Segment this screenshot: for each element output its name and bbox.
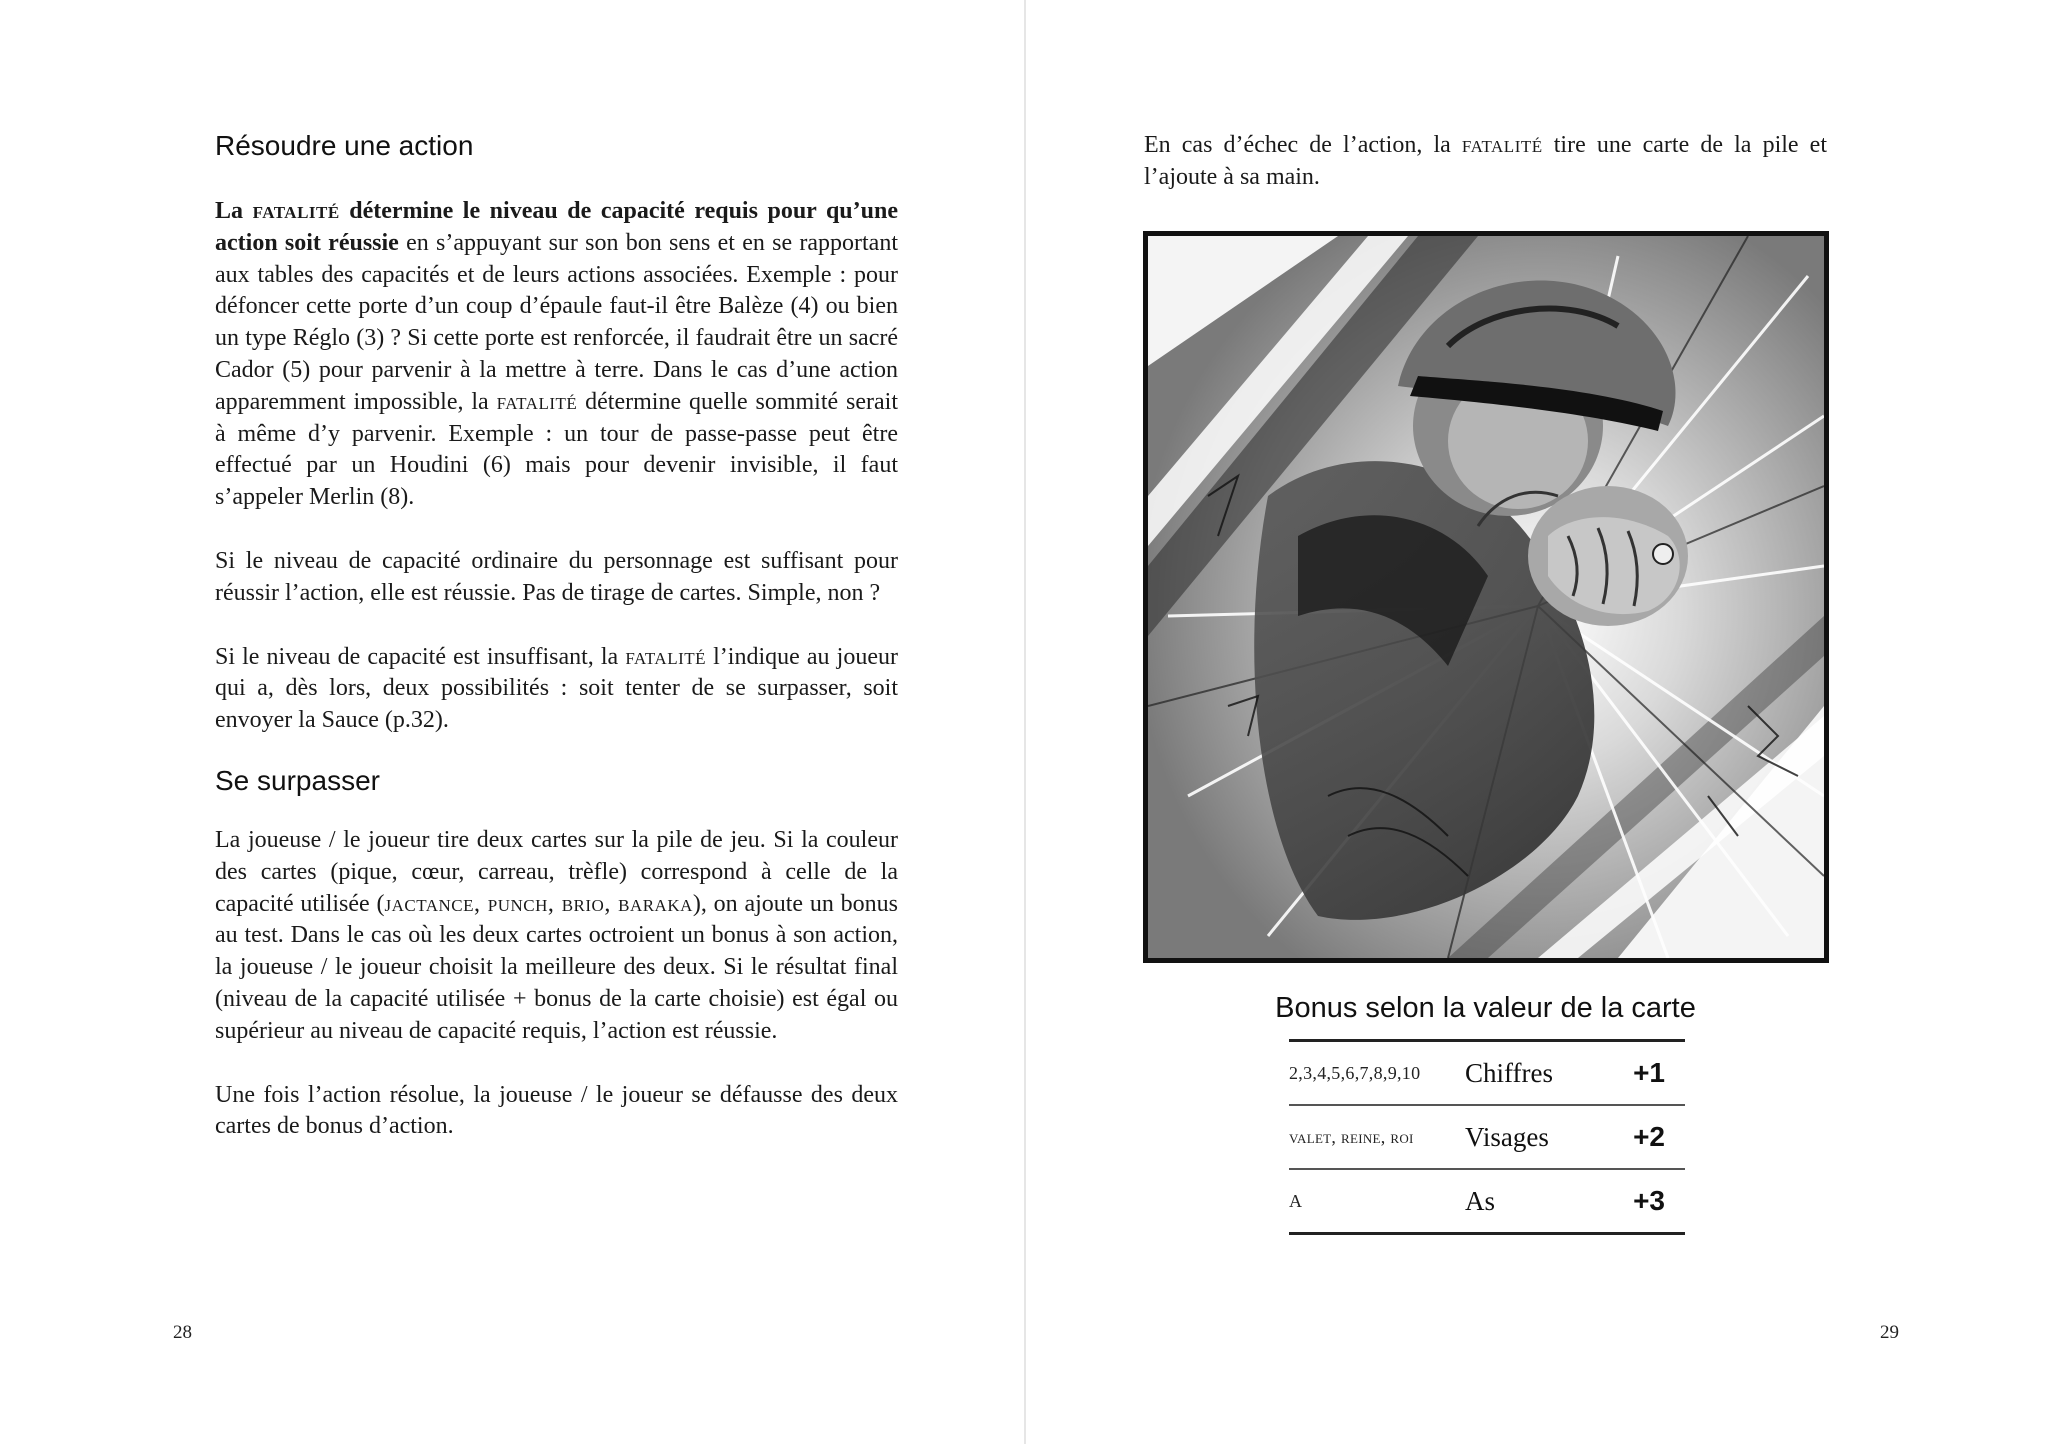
page-gutter — [1024, 0, 1026, 1444]
small-caps-fatalite: fatalité — [625, 643, 707, 670]
text-span: Si le niveau de capacité est insuffisant, la — [215, 643, 626, 670]
card-values: A — [1289, 1191, 1303, 1211]
comic-illustration — [1143, 231, 1829, 963]
right-page-column — [1144, 130, 1827, 194]
paragraph-tirer-deux-cartes — [215, 825, 898, 1048]
text-span: En cas d’échec de l’action, la — [1144, 132, 1462, 158]
small-caps-fatalite: fatalité — [496, 388, 578, 415]
text-span: détermine quelle sommité serait à même d’y parvenir. Exemple : un tour de passe-passe peut être effectué par un Houdini (6) mais pour devenir invisible, il faut s’appeler Merlin (8). — [215, 388, 898, 511]
left-page-column — [215, 128, 898, 1143]
bold-text: La — [215, 198, 253, 224]
table-row — [1289, 1170, 1685, 1232]
paragraph-fatalite-determine — [215, 196, 898, 514]
text-span: La joueuse / le joueur tire deux cartes sur la pile de jeu. Si la couleur des cartes (pique, cœur, carreau, trèfle) correspond à celle de la capacité utilisée ( — [215, 826, 898, 917]
small-caps-capacites: jactance, punch, brio, baraka — [384, 890, 693, 917]
heading-resoudre-une-action: Résoudre une action — [215, 130, 474, 161]
table-row — [1289, 1106, 1685, 1170]
text-span: tire une carte de la pile et l’ajoute à sa main. — [1144, 132, 1828, 190]
illustration-art — [1148, 236, 1824, 958]
card-category: As — [1465, 1186, 1496, 1216]
card-values: 2,3,4,5,6,7,8,9,10 — [1289, 1063, 1421, 1083]
heading-se-surpasser: Se surpasser — [215, 764, 380, 796]
text-span: en s’appuyant sur son bon sens et en se rapportant aux tables des capacités et de leurs actions associées. Exemple : pour défoncer cette porte d’un coup d’épaule faut-il être Balèze (4) ou bien un type Réglo (3) ? Si cette porte est renforcée, il faudrait être un sacré Cador (5) pour parvenir à la mettre à terre. Dans le cas d’une action apparemment impossible, la — [215, 229, 898, 415]
paragraph-niveau-insuffisant — [215, 642, 898, 737]
page-number-right: 29 — [1880, 1322, 1899, 1343]
paragraph-defausse: Une fois l’action résolue, la joueuse / le joueur se défausse des deux cartes de bonus d’action. — [215, 1081, 898, 1140]
text-span: ), on ajoute un bonus au test. Dans le cas où les deux cartes octroient un bonus à son action, la joueuse / le joueur choisit la meilleure des deux. Si le résultat final (niveau de la capacité utilisée + bonus de la carte choisie) est égal ou supérieur au niveau de capacité requis, l’action est réussie. — [215, 890, 898, 1044]
card-values: valet, reine, roi — [1289, 1127, 1414, 1147]
paragraph-niveau-suffisant: Si le niveau de capacité ordinaire du personnage est suffisant pour réussir l’action, elle est réussie. Pas de tirage de cartes. Simple, non ? — [215, 547, 898, 606]
small-caps-fatalite: fatalité — [1461, 132, 1543, 158]
page-number-left: 28 — [173, 1322, 192, 1343]
text-span: l’indique au joueur qui a, dès lors, deux possibilités : soit tenter de se surpasser, soit envoyer la Sauce (p.32). — [215, 643, 898, 734]
small-caps-fatalite: fatalité — [252, 198, 340, 224]
paragraph-echec-action — [1144, 130, 1827, 194]
bold-text: détermine le niveau de capacité requis pour qu’une action soit réussie — [215, 198, 898, 256]
card-bonus: +1 — [1633, 1057, 1665, 1088]
card-category: Chiffres — [1465, 1058, 1553, 1088]
card-bonus: +3 — [1633, 1185, 1665, 1216]
table-row — [1289, 1042, 1685, 1106]
bonus-table — [1289, 1039, 1685, 1235]
card-category: Visages — [1465, 1122, 1549, 1152]
card-bonus: +2 — [1633, 1121, 1665, 1152]
bonus-table-title: Bonus selon la valeur de la carte — [1275, 992, 1696, 1024]
